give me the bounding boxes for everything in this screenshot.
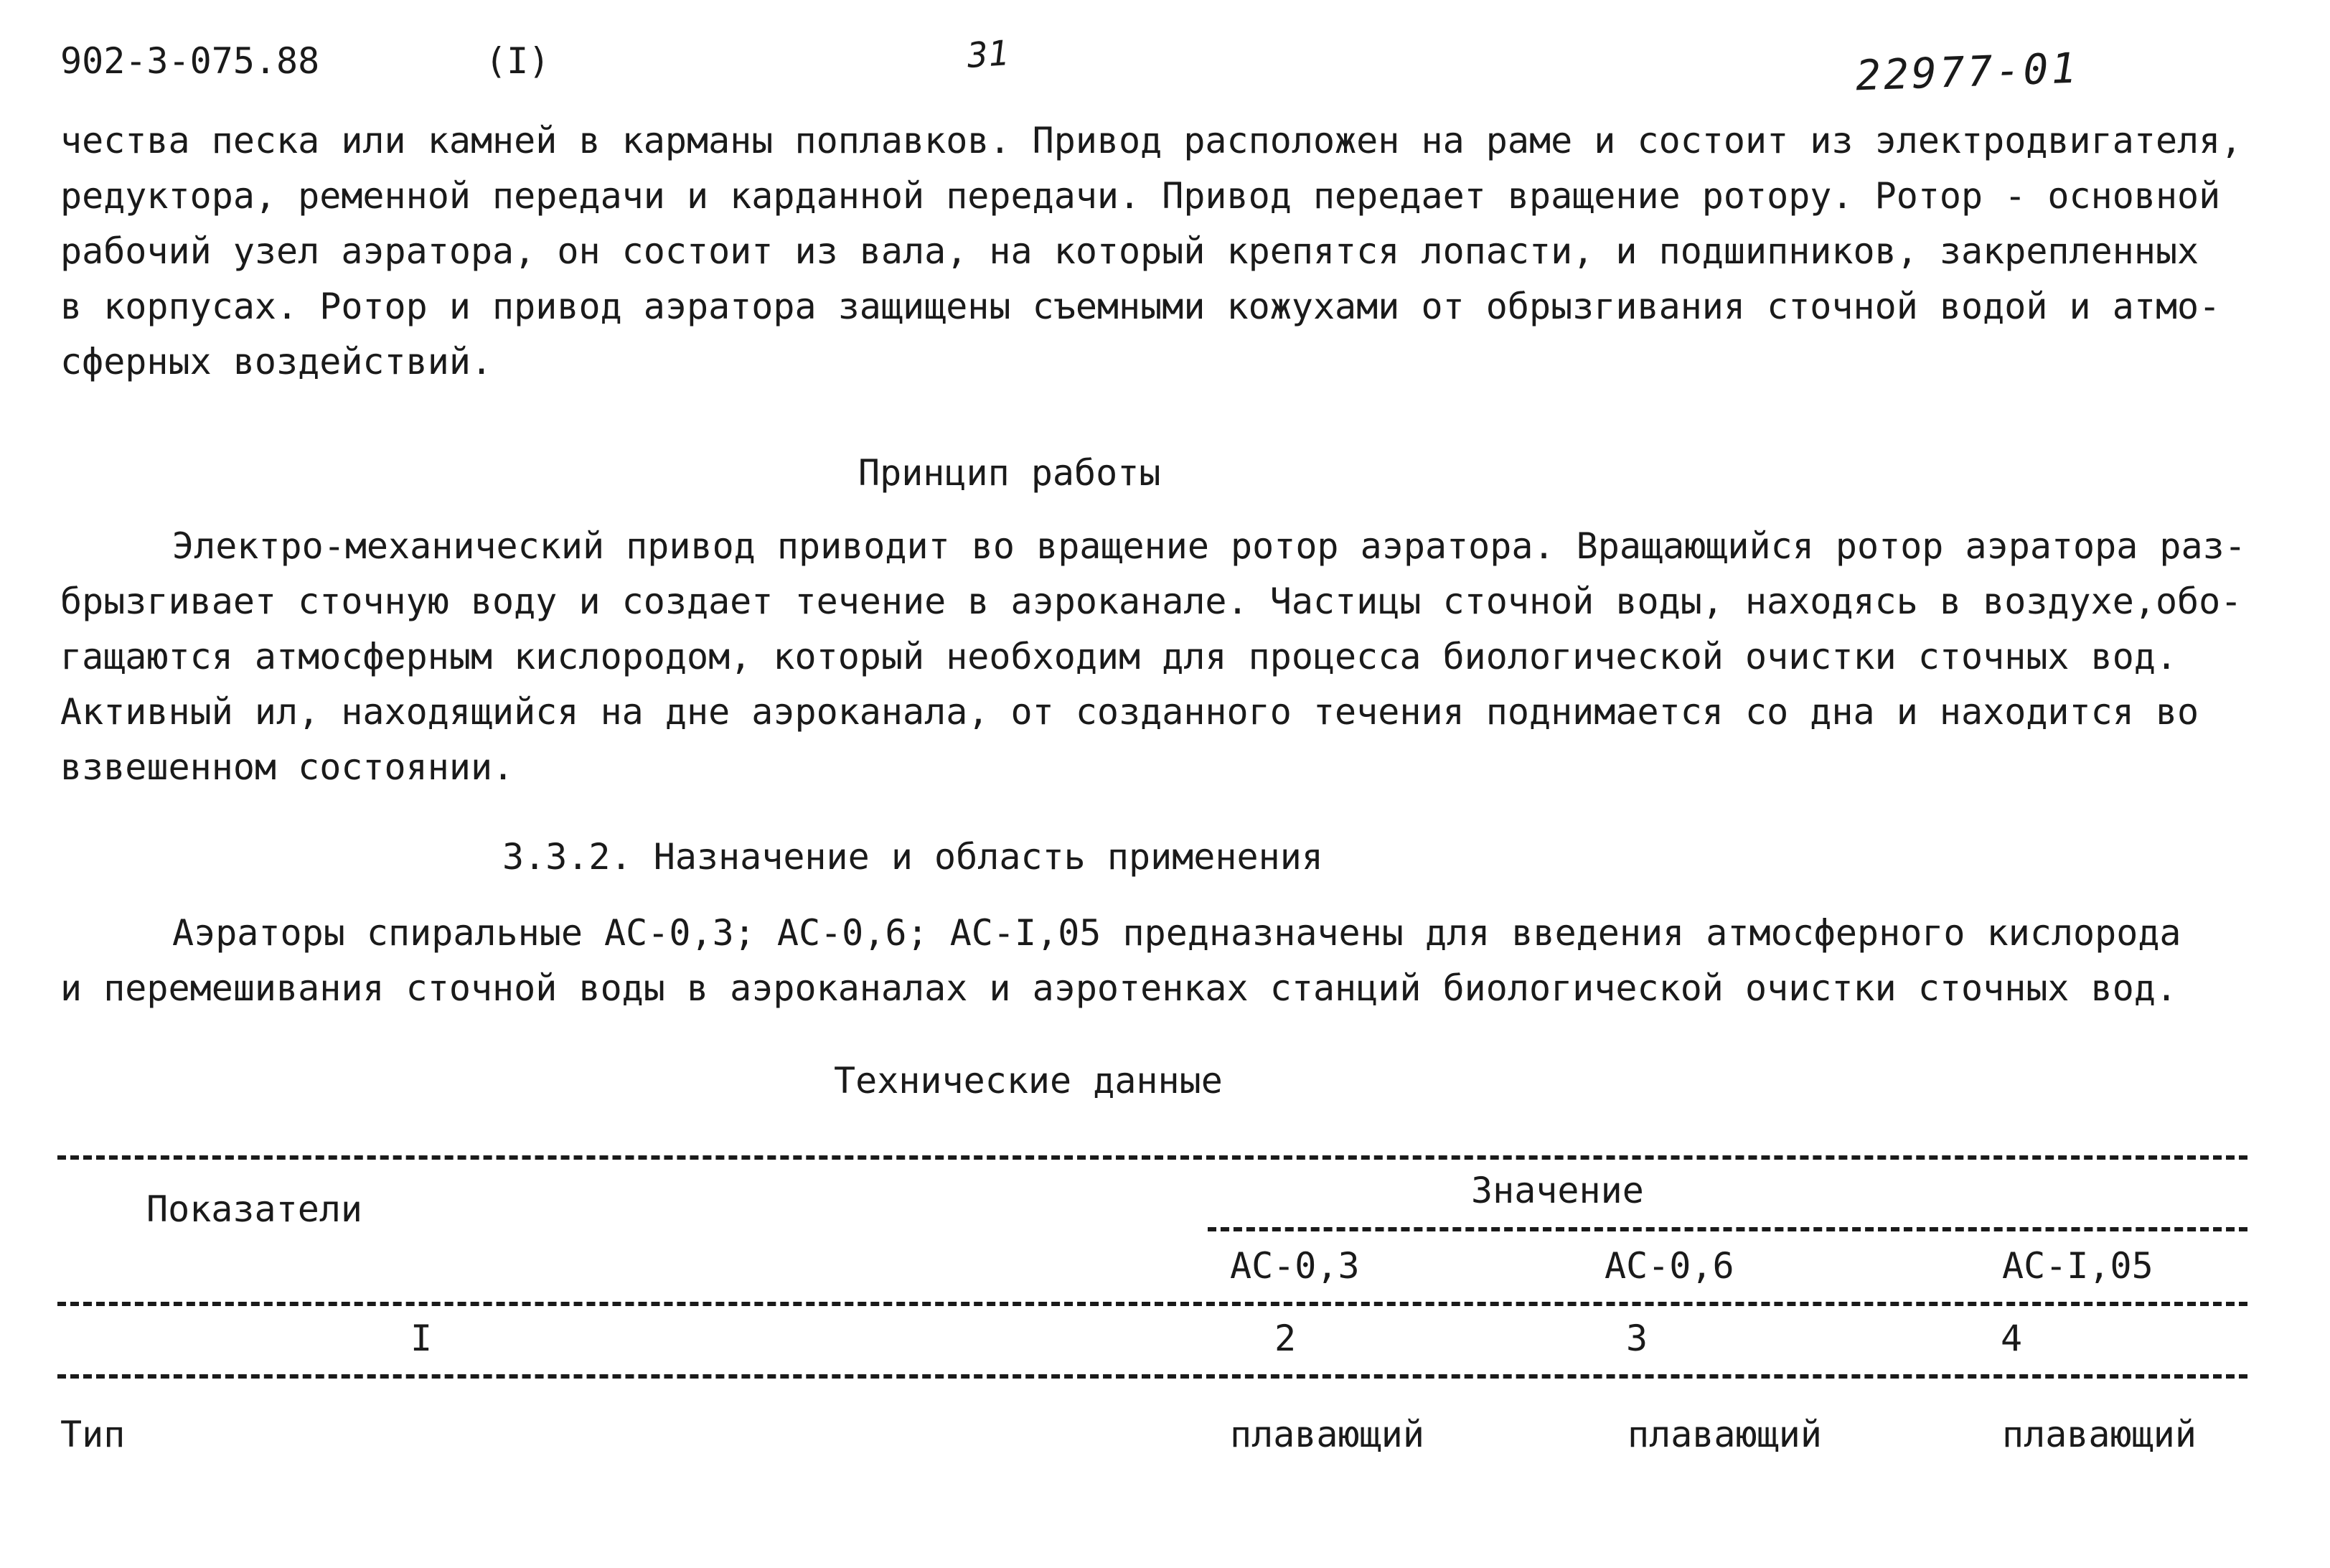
text-line: в корпусах. Ротор и привод аэратора защищены съемными кожухами от обрызгивания сточной водой и атмо-: [60, 286, 2221, 327]
column-number: 3: [1626, 1318, 1648, 1359]
text-line: чества песка или камней в карманы поплавков. Привод расположен на раме и состоит из электродвигателя,: [60, 120, 2242, 161]
table-cell: плавающий: [2002, 1414, 2197, 1455]
text-line: редуктора, ременной передачи и карданной передачи. Привод передает вращение ротору. Ротор - основной: [60, 175, 2221, 217]
value-header-rule: [1208, 1227, 2247, 1231]
column-number: 2: [1274, 1318, 1297, 1359]
page-number: 31: [966, 33, 1010, 76]
text-line: брызгивает сточную воду и создает течение в аэроканале. Частицы сточной воды, находясь в воздухе,обо-: [60, 581, 2242, 622]
text-line: рабочий узел аэратора, он состоит из вала, на который крепятся лопасти, и подшипников, закрепленных: [60, 230, 2199, 272]
purpose-paragraph: [60, 906, 2181, 1016]
model-header: АС-I,05: [2002, 1245, 2153, 1287]
table-title: Технические данные: [834, 1060, 1223, 1102]
table-top-rule: [57, 1155, 2247, 1160]
intro-paragraph: [60, 113, 2242, 390]
document-part: (I): [485, 40, 550, 82]
document-code: 902-3-075.88: [60, 40, 320, 82]
principle-heading: Принцип работы: [858, 452, 1161, 494]
text-line: гащаются атмосферным кислородом, который необходим для процесса биологической очистки сточных вод.: [60, 636, 2178, 677]
row-label-type: Тип: [60, 1414, 126, 1455]
column-number: I: [410, 1318, 433, 1359]
table-cell: плавающий: [1230, 1414, 1424, 1455]
text-line: и перемешивания сточной воды в аэроканалах и аэротенках станций биологической очистки сточных вод.: [60, 967, 2178, 1009]
model-header: АС-0,6: [1605, 1245, 1734, 1287]
value-header: Значение: [1471, 1170, 1644, 1211]
text-line: Электро-механический привод приводит во вращение ротор аэратора. Вращающийся ротор аэратора раз-: [172, 525, 2246, 567]
column-number-rule: [57, 1374, 2247, 1379]
text-line: Активный ил, находящийся на дне аэроканала, от созданного течения поднимается со дна и находится во: [60, 691, 2199, 733]
text-line: сферных воздействий.: [60, 341, 493, 382]
section-heading: 3.3.2. Назначение и область применения: [502, 836, 1323, 878]
text-line: взвешенном состоянии.: [60, 746, 515, 788]
table-cell: плавающий: [1627, 1414, 1822, 1455]
principle-paragraph: [60, 519, 2246, 795]
text-line: Аэраторы спиральные АС-0,3; АС-0,6; АС-I,05 предназначены для введения атмосферного кислорода: [172, 912, 2181, 954]
inventory-number: 22977-01: [1854, 43, 2080, 100]
model-header: АС-0,3: [1230, 1245, 1360, 1287]
indicator-header: Показатели: [146, 1188, 363, 1230]
header-bottom-rule: [57, 1302, 2247, 1306]
column-number: 4: [2001, 1318, 2023, 1359]
